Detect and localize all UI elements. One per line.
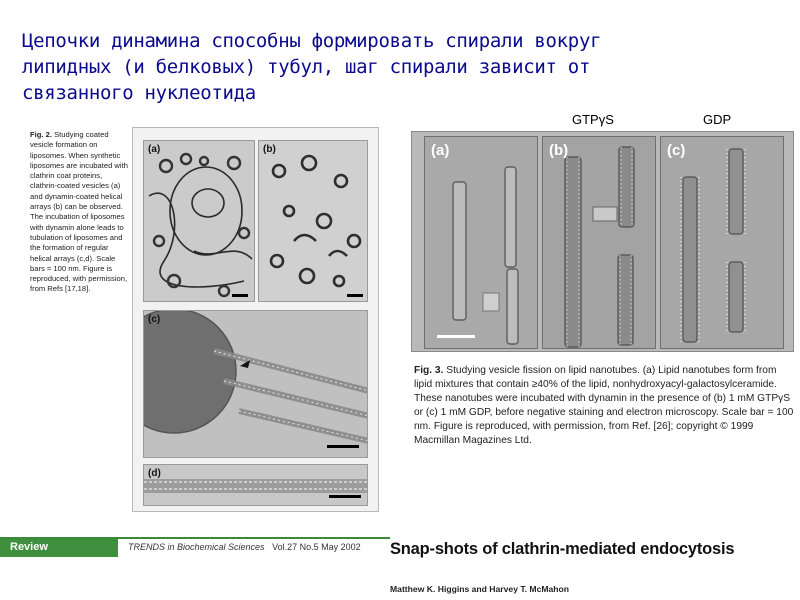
slide-title-line-2: липидных (и белковых) тубул, шаг спирали зависит от [22, 56, 591, 78]
helical-array-image [144, 465, 368, 506]
fig2-panel-c [143, 310, 368, 458]
gtp-helical-tubes-image [543, 137, 656, 349]
fig2-caption [30, 130, 128, 295]
journal-volume: Vol.27 No.5 May 2002 [272, 542, 361, 552]
lipid-nanotubes-image [425, 137, 538, 349]
article-title: Snap-shots of clathrin-mediated endocytosis [390, 540, 735, 558]
fig2-caption-text: Studying coated vesicle formation on liposomes. When synthetic liposomes are incubated with clathrin coat proteins, clathrin-coated vesicles (a) and dynamin-coated helical arrays (b) can be observed. The incubation of liposomes with dynamin alone leads to tubulation of liposomes and the formation of regular helical arrays (c,d). Scale bars = 100 nm. Figure is reproduced, with permission, from Refs [17,18]. [30, 130, 128, 294]
article-authors: Matthew K. Higgins and Harvey T. McMahon [390, 584, 570, 594]
gdp-helical-tubes-image [661, 137, 784, 349]
scale-bar [437, 335, 475, 338]
vesicles-image [144, 141, 255, 302]
fig3-panel-a [424, 136, 538, 349]
fig3-caption [414, 364, 794, 448]
fig3-micrographs [411, 131, 794, 352]
slide-title [22, 28, 742, 106]
fig2-panel-a [143, 140, 255, 302]
tubulation-image [144, 311, 368, 458]
fig3-panel-a-label: (a) [431, 142, 450, 159]
fig3-panel-c-label: (c) [667, 142, 686, 159]
slide-title-line-3: связанного нуклеотида [22, 82, 256, 104]
fig2-panel-a-label: (a) [148, 144, 161, 155]
fig2-caption-label: Fig. 2. [30, 130, 52, 139]
fig2-panel-c-label: (c) [148, 314, 161, 325]
fig2-panel-b-label: (b) [263, 144, 276, 155]
gtp-label: GTPγS [572, 112, 614, 127]
fig3-caption-text: Studying vesicle fission on lipid nanotubes. (a) Lipid nanotubes form from lipid mixtures that contain ≥40% of the lipid, nonhydroxyacyl-galactosylceramide. These nanotubes were incubated with dynamin in the presence of (b) 1 mM GTPγS or (c) 1 mM GDP, before negative staining and electron microscopy. Scale bar = 100 nm. Figure is reproduced, with permission, from Ref. [26]; copyright © 1999 Macmillan Magazines Ltd. [414, 365, 794, 446]
fig3-panel-c [660, 136, 784, 349]
fig2-panel-d-label: (d) [148, 468, 161, 479]
scale-bar [347, 294, 363, 297]
fig2-panel-b [258, 140, 368, 302]
fig3-caption-label: Fig. 3. [414, 365, 444, 376]
scale-bar [329, 495, 361, 498]
gdp-label: GDP [703, 112, 732, 127]
scale-bar [327, 445, 359, 448]
review-badge: Review [0, 539, 118, 557]
journal-name: TRENDS in Biochemical Sciences [128, 542, 265, 552]
helical-arrays-image [259, 141, 368, 302]
fig3-panel-b-label: (b) [549, 142, 569, 159]
fig3-panel-b [542, 136, 656, 349]
slide-title-line-1: Цепочки динамина способны формировать спирали вокруг [22, 30, 602, 52]
fig2-micrographs [132, 127, 379, 512]
fig2-panel-d [143, 464, 368, 506]
scale-bar [232, 294, 248, 297]
journal-reference [128, 542, 361, 552]
